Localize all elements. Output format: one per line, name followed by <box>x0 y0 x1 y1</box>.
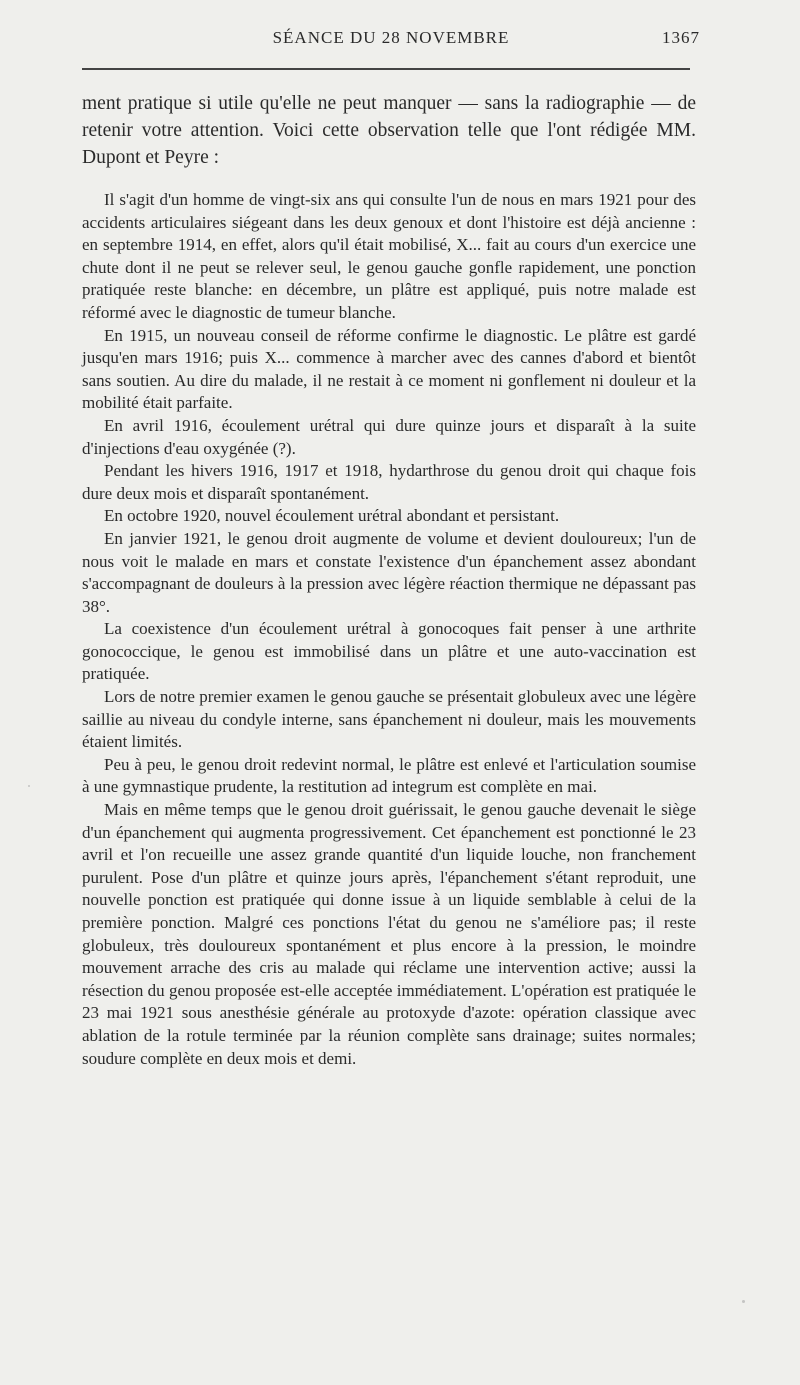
case-paragraph-3: En avril 1916, écoulement urétral qui dure quinze jours et disparaît à la suite d'injections d'eau oxygénée (?). <box>82 415 696 458</box>
header-rule <box>82 68 690 70</box>
paper-spot <box>28 785 30 787</box>
case-paragraph-4: Pendant les hivers 1916, 1917 et 1918, hydarthrose du genou droit qui chaque fois dure deux mois et disparaît spontanément. <box>82 461 696 503</box>
case-paragraph-1: Il s'agit d'un homme de vingt-six ans qui consulte l'un de nous en mars 1921 pour des accidents articulaires siégeant dans les deux genoux et dont l'histoire est déjà ancienne : en septembre 1914, en effet, alors qu'il était mobilisé, X... fait au cours d'un exercice une chute dont il ne peut se relever seul, le genou gauche gonfle rapidement, une ponction pratiquée reste blanche: en décembre, un plâtre est appliqué, puis notre malade est réformé avec le diagnostic de tumeur blanche. <box>82 190 696 322</box>
case-report <box>82 189 696 1070</box>
case-paragraph-10: Mais en même temps que le genou droit guérissait, le genou gauche devenait le siège d'un épanchement qui augmenta progressivement. Cet épanchement est ponctionné le 23 avril et l'on recueille une assez grande quantité d'un liquide louche, non franchement purulent. Pose d'un plâtre et quinze jours après, l'épanchement s'étant reproduit, une nouvelle ponction est pratiquée qui donne issue à un liquide semblable à celui de la première ponction. Malgré ces ponctions l'état du genou ne s'améliore pas; il reste globuleux, très douloureux spontanément et plus encore à la pression, le moindre mouvement arrache des cris au malade qui réclame une intervention active; aussi la résection du genou proposée est-elle acceptée immédiatement. L'opération est pratiquée le 23 mai 1921 sous anesthésie générale au protoxyde d'azote: opération classique avec ablation de la rotule terminée par la réunion complète sans drainage; suites normales; soudure complète en deux mois et demi. <box>82 800 696 1068</box>
case-paragraph-8: Lors de notre premier examen le genou gauche se présentait globuleux avec une légère saillie au niveau du condyle interne, sans épanchement ni douleur, mais les mouvements étaient limités. <box>82 687 696 752</box>
case-paragraph-7: La coexistence d'un écoulement urétral à gonocoques fait penser à une arthrite gonococcique, le genou est immobilisé dans un plâtre et une auto-vaccination est pratiquée. <box>82 619 696 684</box>
case-paragraph-9: Peu à peu, le genou droit redevint normal, le plâtre est enlevé et l'articulation soumise à une gymnastique prudente, la restitution ad integrum est complète en mai. <box>82 754 696 797</box>
case-paragraph-5: En octobre 1920, nouvel écoulement urétral abondant et persistant. <box>104 506 560 526</box>
page-number: 1367 <box>662 28 700 47</box>
case-paragraph-2: En 1915, un nouveau conseil de réforme confirme le diagnostic. Le plâtre est gardé jusqu'en mars 1916; puis X... commence à marcher avec des cannes d'abord et bientôt sans soutien. Au dire du malade, il ne restait à ce moment ni gonflement ni douleur et la mobilité était parfaite. <box>82 325 696 413</box>
page-body <box>82 90 696 1070</box>
intro-paragraph: ment pratique si utile qu'elle ne peut manquer — sans la radiographie — de retenir votre attention. Voici cette observation telle que l'ont rédigée MM. Dupont et Peyre : <box>82 93 696 168</box>
running-title: SÉANCE DU 28 NOVEMBRE <box>272 28 510 47</box>
paper-spot <box>742 1300 745 1303</box>
case-paragraph-6: En janvier 1921, le genou droit augmente de volume et devient douloureux; l'un de nous voit le malade en mars et constate l'existence d'un épanchement assez abondant s'accompagnant de douleurs à la pression avec légère réaction thermique ne dépassant pas 38°. <box>82 528 696 616</box>
